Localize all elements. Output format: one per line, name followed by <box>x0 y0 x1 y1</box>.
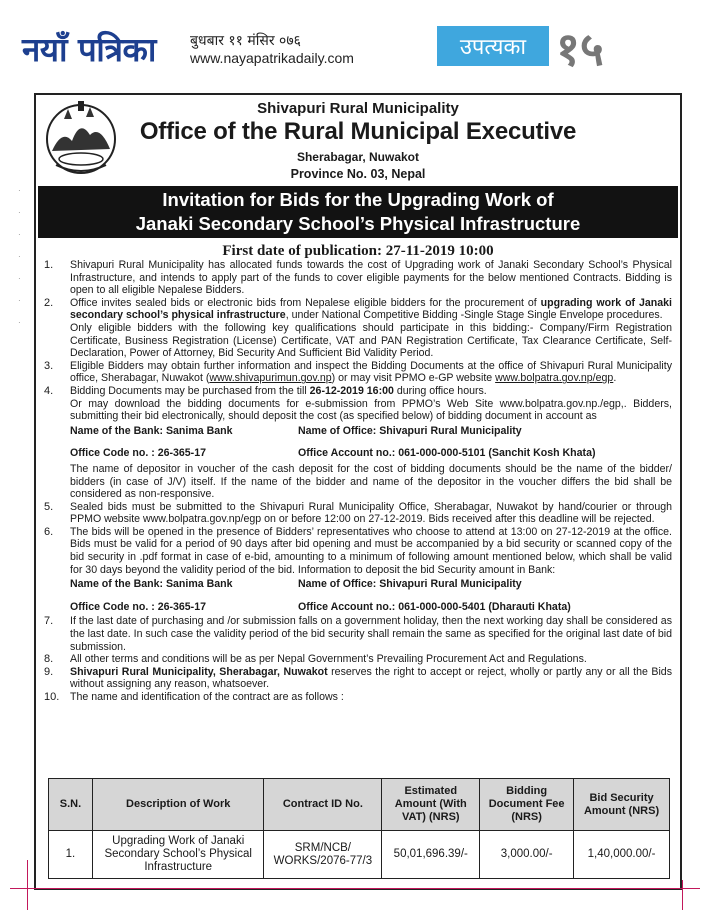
clause-4 <box>40 385 672 501</box>
office-name-info: Name of Office: Shivapuri Rural Municipality <box>298 424 522 437</box>
newspaper-website: www.nayapatrikadaily.com <box>190 50 354 66</box>
dateline: बुधबार ११ मंसिर ०७६ <box>190 33 301 49</box>
clause-text: The name of depositor in voucher of the cash deposit for the cost of bidding documents should be the name of the bidder/ bidders (in case of J/V) itself. If the name of the bidder and name of the depositor in the voucher differs the bid shall be considered as non-responsive. <box>70 462 672 501</box>
clause-text: Only eligible bidders with the following key qualifications should participate in this bidding:- Company/Firm Registration Certificate, Business Registration (License) Certificate, VAT and PAN Registration Certificate, Tax Clearance Certificate, Self-Declaration, Power of Attorney, Bid Security And Sufficient Bid Validity Period. <box>70 321 672 360</box>
table-cell: SRM/NCB/ WORKS/2076-77/3 <box>264 831 382 879</box>
clause-text: Sealed bids must be submitted to the Shivapuri Rural Municipality Office, Sherabagar, Nuwakot by hand/courier or through PPMO website www.bolpatra.gov.np/egp on or before 12:00 on 27-12-2019. Bids received after this deadline will be rejected. <box>70 500 672 526</box>
clause-text: Shivapuri Rural Municipality has allocated funds towards the cost of Upgrading work of Janaki Secondary School’s Physical Infrastructure, and intends to apply part of the funds to cover eligible payments for the below mentioned Contracts. Bidding is open to all eligible Nepalese Bidders. <box>70 259 672 297</box>
clause-text: , under National Competitive Bidding -Single Stage Single Envelope procedures. <box>285 309 663 322</box>
clause-number: 5. <box>44 500 54 513</box>
bank-name: Name of the Bank: Sanima Bank <box>70 578 233 591</box>
clause-text: during office hours. <box>393 384 487 397</box>
clause-10 <box>40 691 672 704</box>
clause-2 <box>40 297 672 360</box>
municipality-website-link[interactable]: www.shivapurimun.gov.np <box>209 372 332 385</box>
clause-number: 6. <box>44 525 54 538</box>
clause-number: 4. <box>44 384 54 397</box>
crop-mark <box>682 880 683 910</box>
egp-website-link[interactable]: www.bolpatra.gov.np/egp <box>495 372 614 385</box>
table-cell: 1. <box>49 831 93 879</box>
office-name-info: Name of Office: Shivapuri Rural Municipality <box>298 578 522 591</box>
clause-text: Eligible Bidders may obtain further information and inspect the Bidding Documents at the office of Shivapuri Rural Municipality office, Sherabagar, Nuwakot ( <box>70 359 672 385</box>
clause-number: 9. <box>44 665 54 678</box>
table-cell: Upgrading Work of Janaki Secondary School’s Physical Infrastructure <box>92 831 264 879</box>
clause-3 <box>40 360 672 385</box>
clause-6 <box>40 526 672 616</box>
clause-number: 1. <box>44 259 54 271</box>
column-header: Description of Work <box>92 779 264 831</box>
office-code: Office Code no. : 26-365-17 <box>70 600 206 613</box>
section-label: उपत्यका <box>437 26 549 66</box>
bank-info-row <box>70 423 672 440</box>
clause-text: Bidding Documents may be purchased from the till <box>70 384 310 397</box>
clause-number: 3. <box>44 359 54 372</box>
account-info-row <box>70 599 672 616</box>
clause-text: Office invites sealed bids or electronic bids from Nepalese eligible bidders for the procurement of <box>70 296 541 309</box>
column-header: S.N. <box>49 779 93 831</box>
table-row <box>49 831 670 879</box>
clause-emphasis: upgrading work of Janaki secondary school’s physical infrastructure <box>70 296 672 322</box>
account-info-row <box>70 445 672 462</box>
margin-marks: · · · · · · · <box>18 186 21 327</box>
clause-text: reserves the right to accept or reject, wholly or partly any or all the Bids without assigning any reason, whatsoever. <box>70 665 672 691</box>
office-account: Office Account no.: 061-000-000-5101 (Sanchit Kosh Khata) <box>298 447 596 460</box>
contract-table <box>48 778 670 879</box>
clause-9 <box>40 666 672 691</box>
clause-text: Or may download the bidding documents for e-submission from PPMO’s Web Site www.bolpatra.gov.np./egp,. Bidders, submitting their bid electronically, should deposit the cost (as specified below) of bidding document in account as <box>70 397 672 423</box>
office-code: Office Code no. : 26-365-17 <box>70 447 206 460</box>
bank-name: Name of the Bank: Sanima Bank <box>70 424 233 437</box>
table-cell: 50,01,696.39/- <box>382 831 480 879</box>
clause-text: ) or may visit PPMO e-GP website <box>331 372 496 385</box>
clause-text: . <box>613 372 617 385</box>
newspaper-masthead <box>0 0 708 86</box>
column-header: Bidding Document Fee (NRS) <box>480 779 574 831</box>
clause-8 <box>40 653 672 666</box>
office-account: Office Account no.: 061-000-000-5401 (Dharauti Khata) <box>298 600 571 613</box>
clause-7 <box>40 615 672 653</box>
column-header: Contract ID No. <box>264 779 382 831</box>
clause-number: 7. <box>44 615 54 628</box>
clause-emphasis: Shivapuri Rural Municipality, Sherabagar, Nuwakot <box>70 665 328 678</box>
clause-1 <box>40 259 672 297</box>
table-cell: 1,40,000.00/- <box>574 831 670 879</box>
column-header: Estimated Amount (With VAT) (NRS) <box>382 779 480 831</box>
notice-body <box>40 259 672 704</box>
title-line-2: Janaki Secondary School’s Physical Infrastructure <box>135 213 581 234</box>
clause-text: All other terms and conditions will be as per Nepal Government’s Prevailing Procurement Act and Regulations. <box>70 653 587 666</box>
table-cell: 3,000.00/- <box>480 831 574 879</box>
municipality-name: Shivapuri Rural Municipality <box>257 100 459 117</box>
clause-5 <box>40 501 672 526</box>
title-line-1: Invitation for Bids for the Upgrading Work of <box>162 189 554 210</box>
page-number: १५ <box>556 22 604 76</box>
notice-title <box>38 186 678 238</box>
clause-number: 2. <box>44 296 54 309</box>
crop-mark <box>27 860 28 910</box>
clause-text: If the last date of purchasing and /or submission falls on a government holiday, then the next working day shall be considered as the last date. In such case the validity period of the bid security shall remain the same as specified for the original last date of bid submission. <box>70 615 672 653</box>
clause-text: The bids will be opened in the presence of Bidders’ representatives who choose to attend at 13:00 on 27-12-2019 at the office. Bids must be valid for a period of 90 days after bid opening and must be accompanied by a bid security or scanned copy of the bid security in .pdf format in case of e-bid, amounting to a minimum of following amount mentioned below, which shall be valid for 30 days beyond the validity period of the bid. Information to deposit the bid Security amount in Bank: <box>70 525 672 576</box>
purchase-deadline: 26-12-2019 16:00 <box>309 384 394 397</box>
clause-number: 10. <box>44 691 60 703</box>
column-header: Bid Security Amount (NRS) <box>574 779 670 831</box>
bank-info-row <box>70 576 672 593</box>
clause-text: The name and identification of the contract are as follows : <box>70 691 344 703</box>
crop-mark <box>10 888 700 889</box>
bid-notice <box>34 93 682 890</box>
clause-number: 8. <box>44 653 54 666</box>
table-header-row <box>49 779 670 831</box>
office-address: Sherabagar, Nuwakot <box>296 150 420 164</box>
publication-date: First date of publication: 27-11-2019 10:00 <box>222 243 494 259</box>
newspaper-logo: नयाँ पत्रिका <box>22 30 156 69</box>
province: Province No. 03, Nepal <box>290 167 426 181</box>
office-name: Office of the Rural Municipal Executive <box>139 118 577 145</box>
